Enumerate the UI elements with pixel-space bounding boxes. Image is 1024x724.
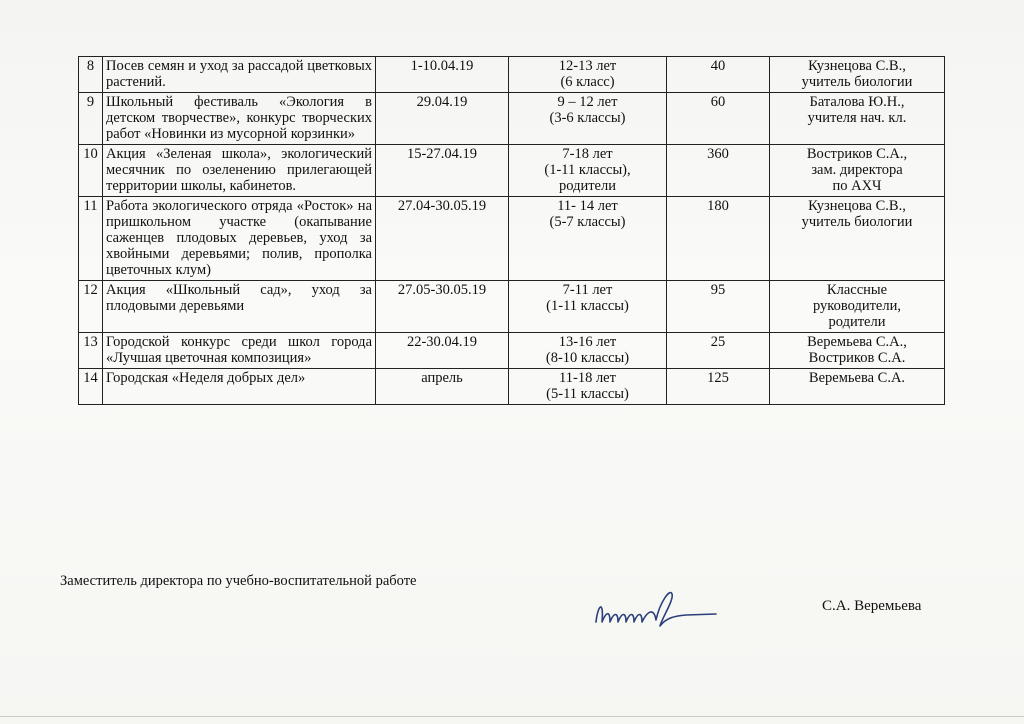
row-number: 14 xyxy=(79,369,103,405)
participant-age: 7-18 лет (1-11 классы), родители xyxy=(509,145,667,197)
responsible-person: Веремьева С.А. xyxy=(770,369,945,405)
table-row xyxy=(79,369,945,405)
participant-count: 95 xyxy=(667,281,770,333)
event-date: 27.05-30.05.19 xyxy=(376,281,509,333)
event-description: Школьный фестиваль «Экология в детском творчестве», конкурс творческих работ «Новинки из мусорной корзинки» xyxy=(103,93,376,145)
event-description: Работа экологического отряда «Росток» на пришкольном участке (окапывание саженцев плодовых деревьев, уход за хвойными деревьями; полив, прополка цветочных клум) xyxy=(103,197,376,281)
responsible-person: Веремьева С.А., Востриков С.А. xyxy=(770,333,945,369)
table-row xyxy=(79,281,945,333)
event-date: 29.04.19 xyxy=(376,93,509,145)
event-date: 22-30.04.19 xyxy=(376,333,509,369)
position-title: Заместитель директора по учебно-воспитательной работе xyxy=(60,573,417,589)
responsible-person: Кузнецова С.В., учитель биологии xyxy=(770,57,945,93)
participant-age: 13-16 лет (8-10 классы) xyxy=(509,333,667,369)
responsible-person: Баталова Ю.Н., учителя нач. кл. xyxy=(770,93,945,145)
event-description: Городская «Неделя добрых дел» xyxy=(103,369,376,405)
row-number: 9 xyxy=(79,93,103,145)
signature-icon xyxy=(590,582,720,632)
event-description: Городской конкурс среди школ города «Лучшая цветочная композиция» xyxy=(103,333,376,369)
event-date: 27.04-30.05.19 xyxy=(376,197,509,281)
participant-count: 180 xyxy=(667,197,770,281)
event-description: Посев семян и уход за рассадой цветковых растений. xyxy=(103,57,376,93)
table-row xyxy=(79,333,945,369)
participant-count: 360 xyxy=(667,145,770,197)
participant-count: 25 xyxy=(667,333,770,369)
signer-name: С.А. Веремьева xyxy=(822,598,922,614)
row-number: 13 xyxy=(79,333,103,369)
participant-age: 11- 14 лет (5-7 классы) xyxy=(509,197,667,281)
row-number: 12 xyxy=(79,281,103,333)
responsible-person: Классные руководители, родители xyxy=(770,281,945,333)
table-row xyxy=(79,197,945,281)
participant-age: 7-11 лет (1-11 классы) xyxy=(509,281,667,333)
participant-count: 125 xyxy=(667,369,770,405)
responsible-person: Востриков С.А., зам. директора по АХЧ xyxy=(770,145,945,197)
table-row xyxy=(79,57,945,93)
event-date: 1-10.04.19 xyxy=(376,57,509,93)
event-description: Акция «Школьный сад», уход за плодовыми деревьями xyxy=(103,281,376,333)
event-description: Акция «Зеленая школа», экологический месячник по озеленению прилегающей территории школы, кабинетов. xyxy=(103,145,376,197)
participant-age: 9 – 12 лет (3-6 классы) xyxy=(509,93,667,145)
event-date: апрель xyxy=(376,369,509,405)
events-table-body xyxy=(79,57,945,405)
row-number: 10 xyxy=(79,145,103,197)
page-edge-divider xyxy=(0,716,1024,717)
event-date: 15-27.04.19 xyxy=(376,145,509,197)
table-row xyxy=(79,93,945,145)
participant-age: 12-13 лет (6 класс) xyxy=(509,57,667,93)
row-number: 11 xyxy=(79,197,103,281)
participant-age: 11-18 лет (5-11 классы) xyxy=(509,369,667,405)
events-table xyxy=(78,56,945,405)
table-row xyxy=(79,145,945,197)
participant-count: 60 xyxy=(667,93,770,145)
responsible-person: Кузнецова С.В., учитель биологии xyxy=(770,197,945,281)
participant-count: 40 xyxy=(667,57,770,93)
row-number: 8 xyxy=(79,57,103,93)
